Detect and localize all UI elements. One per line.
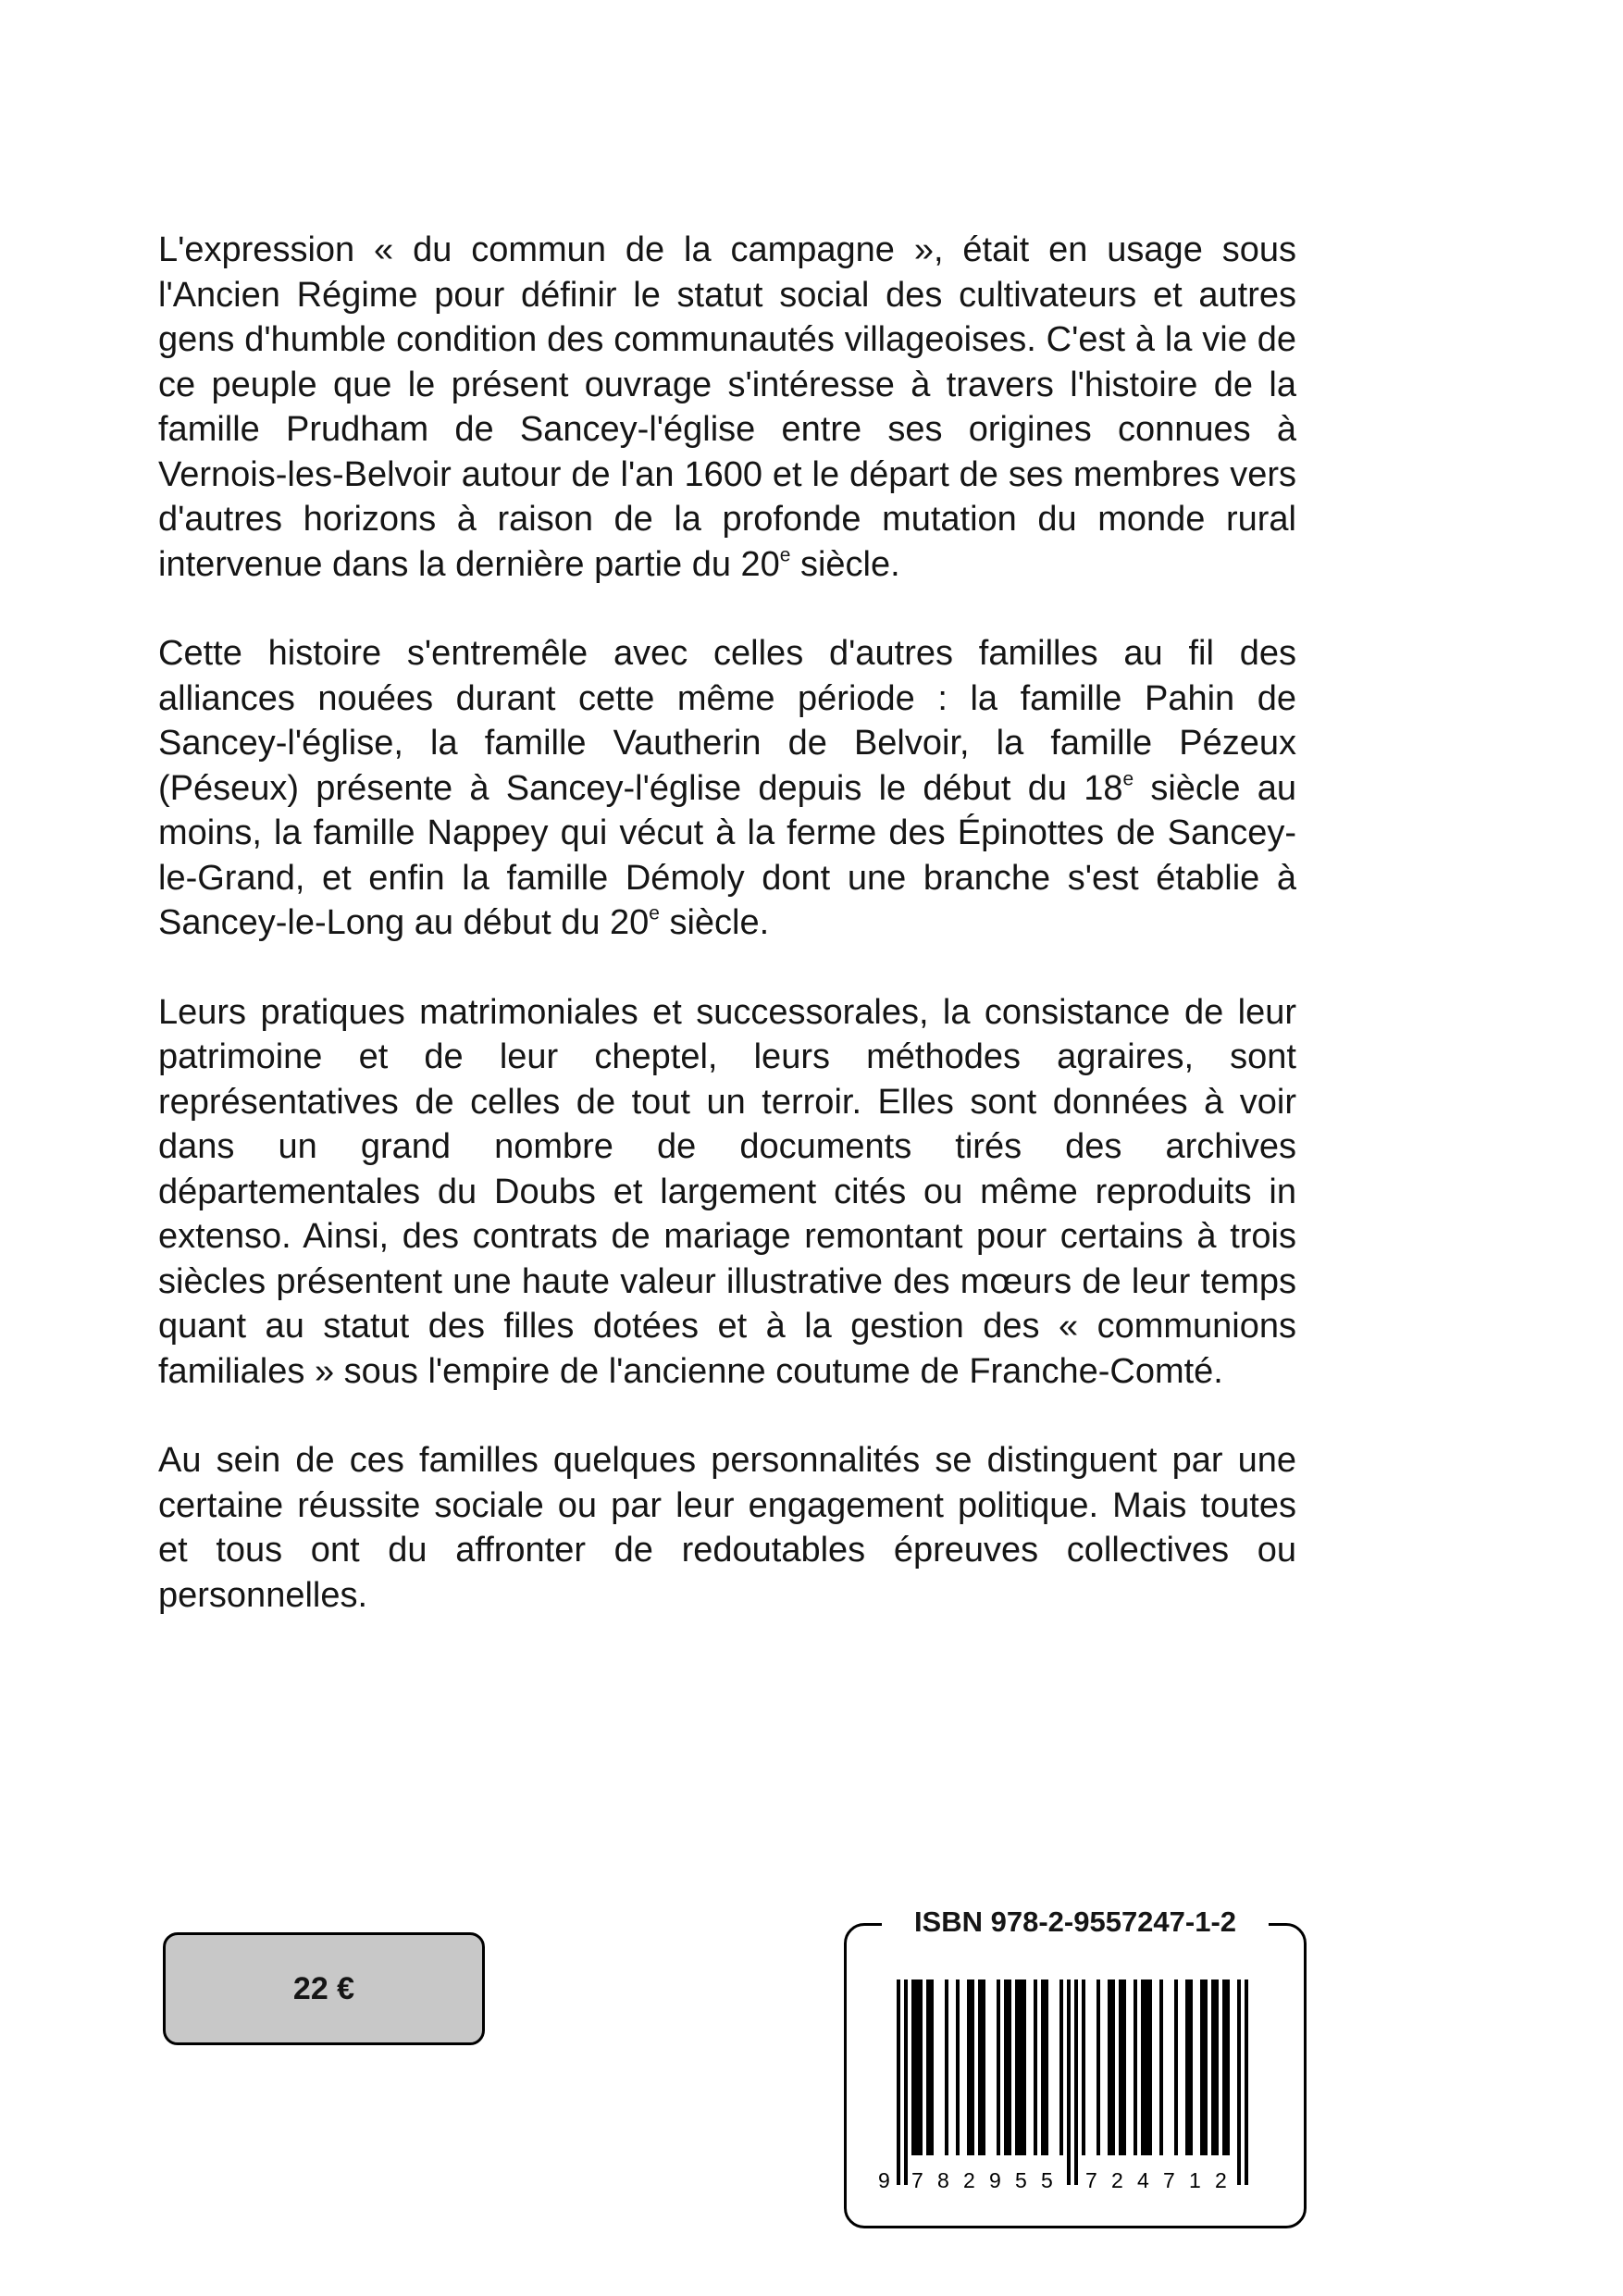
paragraph-2-end: siècle. — [659, 903, 770, 942]
barcode-bar — [1134, 1980, 1137, 2155]
isbn-label: ISBN 978-2-9557247-1-2 — [882, 1904, 1269, 1941]
barcode-bar — [1226, 1980, 1230, 2155]
barcode-bar — [1034, 1980, 1037, 2155]
barcode-bar — [956, 1980, 960, 2155]
barcode-bar — [967, 1980, 971, 2155]
barcode-digit: 9 — [989, 2168, 1001, 2192]
barcode-digit: 7 — [911, 2168, 923, 2192]
barcode-bar — [1015, 1980, 1019, 2155]
paragraph-4: Au sein de ces familles quelques personnalités se distinguent par une certaine réussite sociale ou par leur engagement politique. Mais toutes et tous ont du affronter de redoutables épreuves collectives ou personnelles. — [158, 1441, 1296, 1615]
barcode-bar — [926, 1980, 930, 2155]
barcode-bar — [904, 1980, 908, 2185]
barcode-bar — [1185, 1980, 1189, 2155]
barcode-bar — [1008, 1980, 1011, 2155]
barcode-bar — [1041, 1980, 1045, 2155]
paragraph-2-text: Cette histoire s'entremêle avec celles d'autres familles au fil des alliances nouées durant cette même période : la famille Pahin de Sancey-l'église, la famille Vautherin de Belvoir, la famille Pézeux (Péseux) présente à Sancey-l'église depuis le début du 18 — [158, 634, 1296, 808]
barcode-digit: 4 — [1137, 2168, 1149, 2192]
barcode-digit: 1 — [1189, 2168, 1201, 2192]
barcode-bar — [897, 1980, 900, 2185]
barcode-left-digits — [911, 2168, 1053, 2192]
barcode-bar — [1045, 1980, 1048, 2155]
barcode-digit: 2 — [1111, 2168, 1123, 2192]
superscript: e — [1122, 767, 1134, 789]
paragraph-1 — [158, 228, 1296, 587]
barcode-bar — [911, 1980, 915, 2155]
barcode-bar — [978, 1980, 982, 2155]
barcode-bar — [1059, 1980, 1063, 2155]
barcode-bar — [1204, 1980, 1208, 2155]
barcode-bar — [1200, 1980, 1204, 2155]
barcode-bar — [1119, 1980, 1122, 2155]
barcode-digit: 5 — [1015, 2168, 1027, 2192]
barcode-digit: 8 — [937, 2168, 949, 2192]
paragraph-2 — [158, 631, 1296, 946]
isbn-barcode-box — [844, 1905, 1307, 2228]
barcode-bar — [1148, 1980, 1152, 2155]
barcode-digit: 2 — [1215, 2168, 1227, 2192]
barcode-bar — [1004, 1980, 1008, 2155]
paragraph-3: Leurs pratiques matrimoniales et successorales, la consistance de leur patrimoine et de leur cheptel, leurs méthodes agraires, sont représentatives de celles de tout un terroir. Elles sont données à voir dans un grand nombre de documents tirés des archives départementales du Doubs et largement cités ou même reproduits in extenso. Ainsi, des contrats de mariage remontant pour certains à trois siècles présentent une haute valeur illustrative des mœurs de leur temps quant au statut des filles dotées et à la gestion des « communions familiales » sous l'empire de l'ancienne coutume de Franche-Comté. — [158, 992, 1296, 1391]
superscript: e — [649, 902, 660, 925]
paragraph-2-middle: siècle au moins, la famille Nappey qui vécut à la ferme des Épinottes de Sancey-le-Grand, et enfin la famille Démoly dont une branche s'est établie à Sancey-le-Long au début du 20 — [158, 768, 1296, 942]
barcode-bar — [1111, 1980, 1115, 2155]
barcode-bar — [915, 1980, 919, 2155]
barcode-bar — [919, 1980, 923, 2155]
barcode-digit: 7 — [1085, 2168, 1097, 2192]
barcode-bar — [1145, 1980, 1148, 2155]
barcode-bar — [1211, 1980, 1215, 2155]
barcode-digit: 2 — [963, 2168, 975, 2192]
barcode-bar — [1189, 1980, 1193, 2155]
barcode-bar — [1215, 1980, 1219, 2155]
price-label: 22 € — [292, 1970, 355, 2006]
barcode-bar — [930, 1980, 934, 2155]
barcode-bar — [1022, 1980, 1026, 2155]
barcode-image — [847, 1926, 1304, 2226]
barcode-first-digit: 9 — [878, 2168, 890, 2192]
barcode-bar — [1108, 1980, 1111, 2155]
price-box — [163, 1932, 485, 2045]
back-cover-text — [158, 228, 1296, 1618]
barcode-bars — [897, 1980, 1248, 2185]
barcode-bar — [1174, 1980, 1178, 2155]
barcode-bar — [1067, 1980, 1071, 2185]
barcode-bar — [971, 1980, 974, 2155]
barcode-bar — [1245, 1980, 1248, 2185]
barcode-digit: 7 — [1163, 2168, 1175, 2192]
barcode-bar — [1237, 1980, 1241, 2185]
barcode-bar — [945, 1980, 948, 2155]
barcode-bar — [1222, 1980, 1226, 2155]
barcode-bar — [1096, 1980, 1100, 2155]
superscript: e — [779, 543, 791, 565]
barcode-digit: 5 — [1041, 2168, 1053, 2192]
paragraph-1-end: siècle. — [790, 544, 900, 584]
barcode-digits — [878, 2168, 1227, 2192]
barcode-bar — [1082, 1980, 1085, 2155]
barcode-bar — [982, 1980, 985, 2155]
paragraph-1-text: L'expression « du commun de la campagne », était en usage sous l'Ancien Régime pour définir le statut social des cultivateurs et autres gens d'humble condition des communautés villageoises. C'est à la vie de ce peuple que le présent ouvrage s'intéresse à travers l'histoire de la famille Prudham de Sancey-l'église entre ses origines connues à Vernois-les-Belvoir autour de l'an 1600 et le départ de ses membres vers d'autres horizons à raison de la profonde mutation du monde rural intervenue dans la dernière partie du 20 — [158, 230, 1296, 584]
barcode-right-digits — [1085, 2168, 1227, 2192]
barcode-bar — [1159, 1980, 1163, 2155]
barcode-bar — [997, 1980, 1000, 2155]
barcode-bar — [1019, 1980, 1022, 2155]
barcode-bar — [1074, 1980, 1078, 2185]
barcode-bar — [1141, 1980, 1145, 2155]
barcode-bar — [1122, 1980, 1126, 2155]
